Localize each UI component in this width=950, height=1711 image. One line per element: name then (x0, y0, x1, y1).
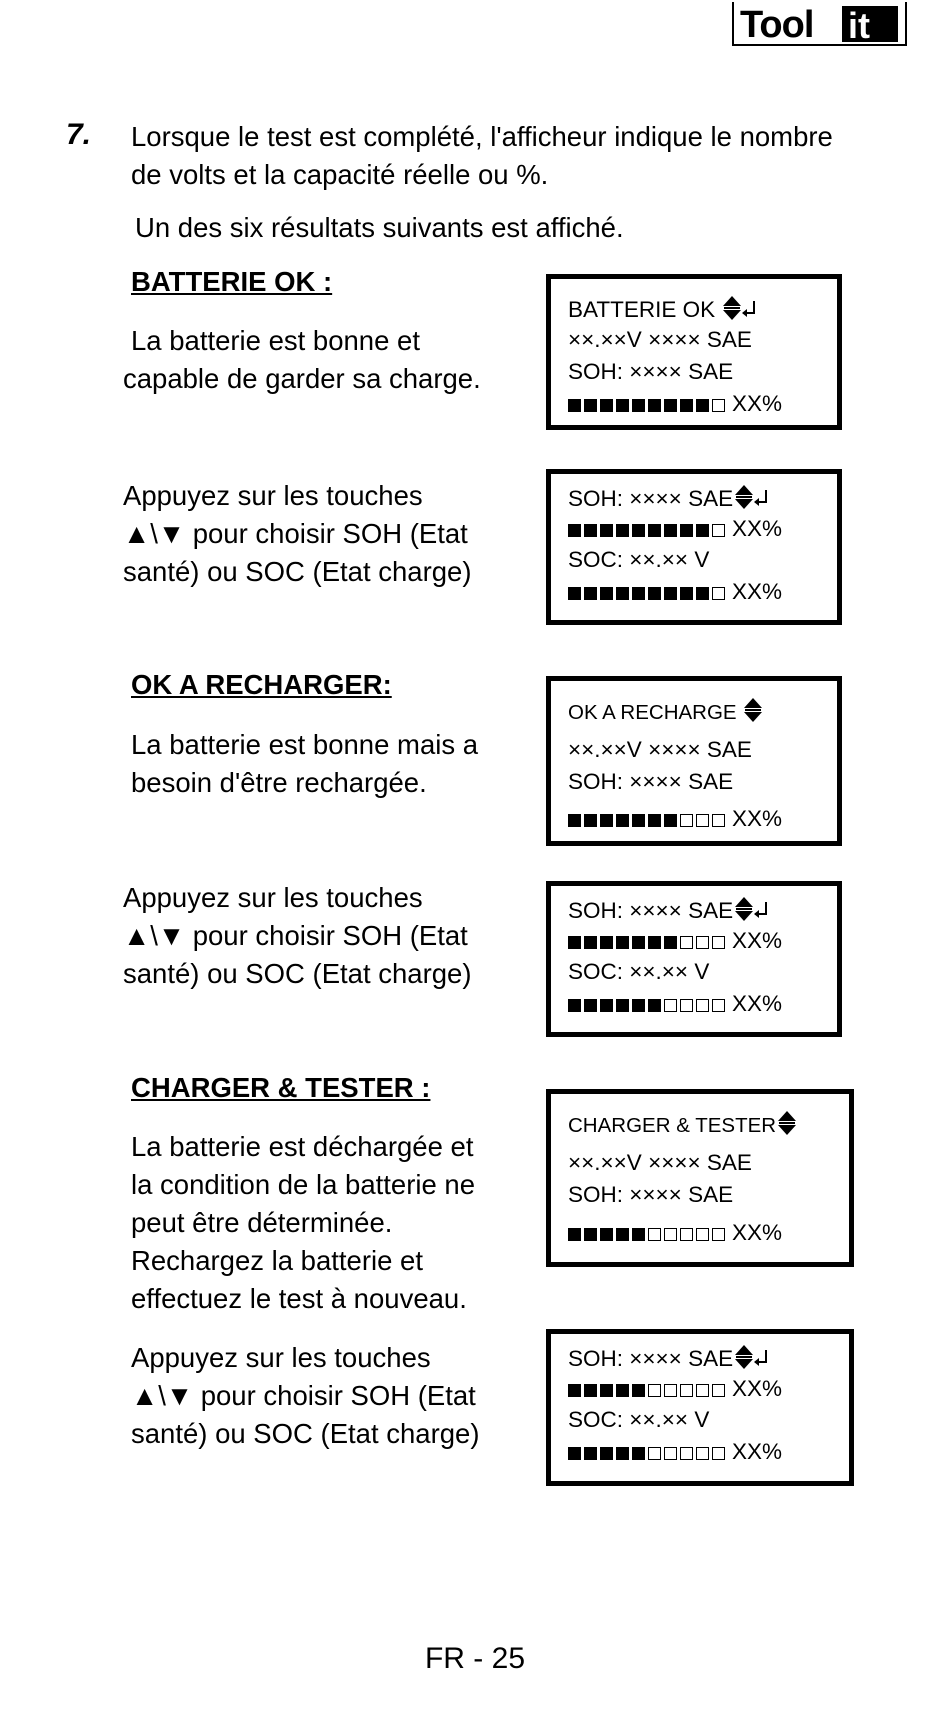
lcd-soh: SOH: ×××× SAE (568, 1182, 734, 1207)
bar-segment-filled (568, 1447, 581, 1460)
bar-segment-filled (664, 587, 677, 600)
lcd-screen-soh-soc-2 (546, 881, 842, 1037)
soc-bar (568, 1447, 725, 1460)
up-down-enter-icon (733, 484, 769, 516)
bar-segment-filled (584, 1447, 597, 1460)
step-number: 7. (66, 118, 92, 151)
bar-segment-empty (664, 1228, 677, 1241)
lcd-voltage: ××.××V ×××× SAE (568, 327, 752, 352)
svg-text:it: it (848, 5, 870, 44)
lcd-screen-charger-tester (546, 1089, 854, 1267)
bar-segment-filled (616, 524, 629, 537)
text-line: ▲\▼ pour choisir SOH (Etat (123, 920, 468, 951)
bar-segment-filled (632, 587, 645, 600)
bar-segment-filled (584, 399, 597, 412)
bar-segment-filled (584, 936, 597, 949)
lcd-percent: XX% (732, 1376, 783, 1401)
lcd-percent: XX% (732, 928, 783, 953)
lcd-percent: XX% (732, 579, 783, 604)
text-line: La batterie est bonne mais a (131, 729, 479, 760)
text-line: Appuyez sur les touches (123, 480, 423, 511)
bar-segment-filled (584, 999, 597, 1012)
bar-segment-empty (712, 1384, 725, 1397)
bar-segment-filled (584, 814, 597, 827)
lcd-screen-batterie-ok (546, 274, 842, 430)
bar-segment-filled (600, 1384, 613, 1397)
bar-segment-filled (600, 1447, 613, 1460)
bar-segment-filled (648, 524, 661, 537)
lcd-percent: XX% (732, 991, 783, 1016)
bar-segment-filled (680, 399, 693, 412)
bar-segment-empty (696, 814, 709, 827)
toolit-logo (732, 2, 907, 46)
bar-segment-filled (616, 999, 629, 1012)
bar-segment-filled (600, 399, 613, 412)
bar-segment-filled (568, 1228, 581, 1241)
bar-segment-empty (696, 1384, 709, 1397)
lcd-soh: SOH: ×××× SAE (568, 898, 734, 923)
bar-segment-empty (664, 999, 677, 1012)
bar-segment-filled (616, 587, 629, 600)
soh-bar (568, 1384, 725, 1397)
lcd-voltage: ××.××V ×××× SAE (568, 737, 752, 762)
bar-segment-filled (584, 587, 597, 600)
bar-segment-empty (696, 1228, 709, 1241)
lcd-screen-soh-soc-3 (546, 1329, 854, 1486)
soh-bar (568, 936, 725, 949)
bar-segment-empty (648, 1228, 661, 1241)
text-line: La batterie est déchargée et (131, 1131, 474, 1162)
bar-segment-filled (648, 399, 661, 412)
bar-segment-filled (616, 399, 629, 412)
text-line: La batterie est bonne et (131, 325, 420, 356)
bar-segment-filled (632, 814, 645, 827)
text-line: santé) ou SOC (Etat charge) (123, 958, 472, 989)
text-line: Rechargez la batterie et (131, 1245, 423, 1276)
bar-segment-empty (712, 999, 725, 1012)
bar-segment-empty (648, 1447, 661, 1460)
text-line: Appuyez sur les touches (131, 1342, 431, 1373)
lcd-percent: XX% (732, 1439, 783, 1464)
bar-segment-empty (680, 814, 693, 827)
bar-segment-filled (568, 814, 581, 827)
bar-segment-filled (616, 1384, 629, 1397)
lcd-screen-ok-a-recharge (546, 676, 842, 846)
text-line: de volts et la capacité réelle ou %. (131, 159, 549, 190)
svg-text:Tool: Tool (740, 4, 814, 44)
text-line: besoin d'être rechargée. (131, 767, 427, 798)
bar-segment-filled (600, 524, 613, 537)
bar-segment-empty (680, 999, 693, 1012)
page-number: FR - 25 (424, 1642, 526, 1675)
bar-segment-filled (632, 999, 645, 1012)
bar-segment-empty (696, 936, 709, 949)
up-down-icon (742, 697, 764, 730)
bar-segment-filled (648, 936, 661, 949)
key-instructions (123, 879, 472, 993)
bar-segment-filled (568, 1384, 581, 1397)
bar-segment-filled (568, 399, 581, 412)
soc-bar (568, 587, 725, 600)
text-line: ▲\▼ pour choisir SOH (Etat (131, 1380, 476, 1411)
bar-segment-empty (712, 399, 725, 412)
bar-segment-filled (632, 524, 645, 537)
up-down-enter-icon (733, 896, 769, 928)
text-line: santé) ou SOC (Etat charge) (123, 556, 472, 587)
lcd-soh: SOH: ×××× SAE (568, 486, 734, 511)
bar-segment-filled (568, 524, 581, 537)
bar-segment-filled (632, 1228, 645, 1241)
bar-segment-filled (568, 999, 581, 1012)
bar-segment-empty (712, 814, 725, 827)
bar-segment-filled (600, 1228, 613, 1241)
bar-segment-filled (568, 587, 581, 600)
text-line: santé) ou SOC (Etat charge) (131, 1418, 480, 1449)
up-down-enter-icon (721, 295, 757, 327)
text-line: peut être déterminée. (131, 1207, 393, 1238)
lcd-soc: SOC: ××.×× V (568, 547, 710, 572)
bar-segment-filled (632, 399, 645, 412)
bar-segment-empty (712, 587, 725, 600)
bar-segment-empty (680, 1384, 693, 1397)
key-instructions (123, 477, 472, 591)
lcd-percent: XX% (732, 806, 783, 831)
bar-segment-empty (680, 1447, 693, 1460)
lcd-percent: XX% (732, 391, 783, 416)
bar-segment-filled (632, 1384, 645, 1397)
section-description (131, 1128, 475, 1318)
section-description (131, 726, 478, 802)
bar-segment-empty (712, 524, 725, 537)
section-description (123, 322, 481, 398)
bar-segment-empty (648, 1384, 661, 1397)
section-heading-batterie-ok: BATTERIE OK : (131, 266, 333, 297)
text-line: capable de garder sa charge. (123, 363, 481, 394)
up-down-icon (776, 1110, 798, 1143)
lcd-soh: SOH: ×××× SAE (568, 769, 734, 794)
bar-segment-empty (680, 1228, 693, 1241)
lcd-title: BATTERIE OK (568, 297, 716, 322)
bar-segment-empty (664, 1447, 677, 1460)
bar-segment-empty (664, 1384, 677, 1397)
bar-segment-filled (680, 587, 693, 600)
bar-segment-filled (664, 524, 677, 537)
bar-segment-filled (664, 399, 677, 412)
step-description (131, 118, 833, 194)
bar-segment-filled (696, 399, 709, 412)
lcd-title: OK A RECHARGE (568, 701, 737, 724)
capacity-bar (568, 1228, 725, 1241)
lcd-soc: SOC: ××.×× V (568, 959, 710, 984)
bar-segment-filled (584, 524, 597, 537)
lcd-screen-soh-soc-1 (546, 469, 842, 625)
bar-segment-filled (600, 936, 613, 949)
bar-segment-filled (600, 999, 613, 1012)
lcd-title: CHARGER & TESTER (568, 1114, 777, 1137)
bar-segment-filled (600, 587, 613, 600)
bar-segment-empty (712, 1228, 725, 1241)
bar-segment-filled (696, 524, 709, 537)
lcd-soh: SOH: ×××× SAE (568, 1346, 734, 1371)
bar-segment-filled (616, 814, 629, 827)
bar-segment-filled (616, 1228, 629, 1241)
bar-segment-filled (664, 814, 677, 827)
bar-segment-filled (616, 936, 629, 949)
up-down-enter-icon (733, 1344, 769, 1376)
bar-segment-filled (632, 936, 645, 949)
bar-segment-filled (568, 936, 581, 949)
lcd-soc: SOC: ××.×× V (568, 1407, 710, 1432)
bar-segment-empty (680, 936, 693, 949)
text-line: Appuyez sur les touches (123, 882, 423, 913)
bar-segment-filled (696, 587, 709, 600)
lcd-soh: SOH: ×××× SAE (568, 359, 734, 384)
bar-segment-filled (648, 587, 661, 600)
bar-segment-filled (648, 999, 661, 1012)
soc-bar (568, 999, 725, 1012)
lcd-percent: XX% (732, 1220, 783, 1245)
capacity-bar (568, 399, 725, 412)
capacity-bar (568, 814, 725, 827)
lcd-percent: XX% (732, 516, 783, 541)
lcd-voltage: ××.××V ×××× SAE (568, 1150, 752, 1175)
bar-segment-filled (584, 1228, 597, 1241)
bar-segment-filled (632, 1447, 645, 1460)
bar-segment-empty (696, 999, 709, 1012)
bar-segment-filled (616, 1447, 629, 1460)
bar-segment-filled (664, 936, 677, 949)
text-line: la condition de la batterie ne (131, 1169, 475, 1200)
bar-segment-empty (696, 1447, 709, 1460)
section-heading-charger-tester: CHARGER & TESTER : (131, 1072, 431, 1103)
text-line: effectuez le test à nouveau. (131, 1283, 467, 1314)
bar-segment-filled (680, 524, 693, 537)
section-heading-ok-a-recharger: OK A RECHARGER: (131, 669, 392, 700)
key-instructions (131, 1339, 480, 1453)
results-intro: Un des six résultats suivants est affiché. (135, 212, 624, 243)
bar-segment-filled (600, 814, 613, 827)
text-line: Lorsque le test est complété, l'afficheur indique le nombre (131, 121, 833, 152)
bar-segment-empty (712, 1447, 725, 1460)
soh-bar (568, 524, 725, 537)
text-line: ▲\▼ pour choisir SOH (Etat (123, 518, 468, 549)
bar-segment-filled (648, 814, 661, 827)
bar-segment-filled (584, 1384, 597, 1397)
bar-segment-empty (712, 936, 725, 949)
